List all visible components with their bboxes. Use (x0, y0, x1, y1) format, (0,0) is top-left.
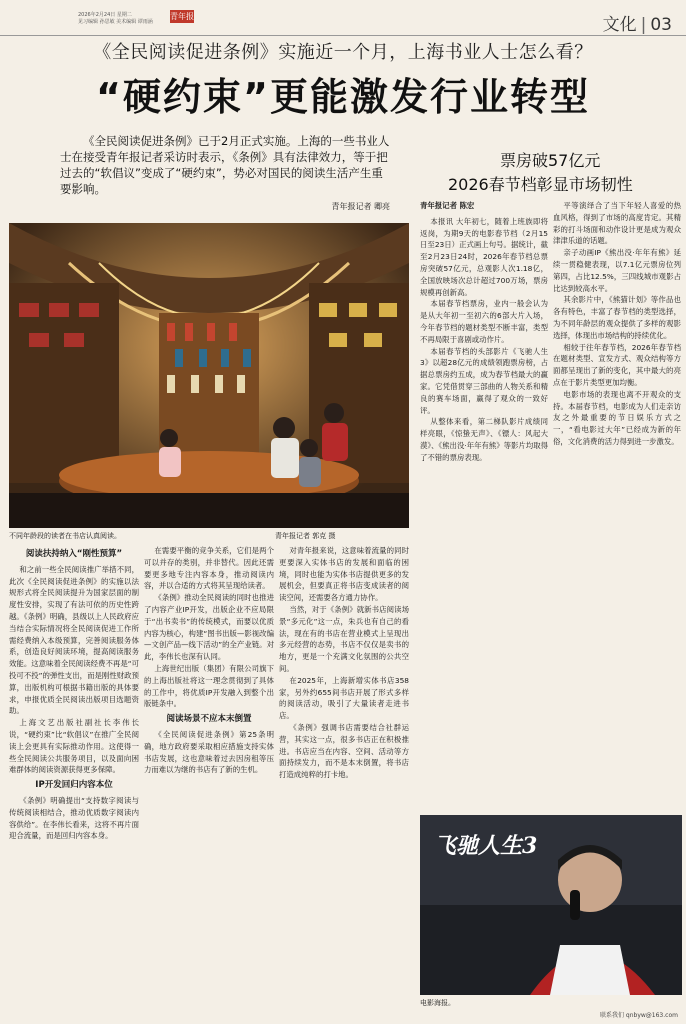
column-3-para-3: 在2025年，上海新增实体书店358家，另外约655间书店开展了形式多样的阅读活动，吸引了大量读者走进书店。 (279, 675, 409, 721)
column-4-para-2: 本届春节档票房，业内一般会认为是从大年初一至初六的6部大片入场，今年春节档的题材类型不断丰富，类型不再局限于喜剧或动作片。 (420, 299, 548, 344)
column-1 (9, 545, 139, 1015)
column-2-para-3: 上海世纪出版（集团）有限公司旗下的上海出版社将这一理念贯彻到了具体的工作中，将优质IP开发融入到整个出版链条中。 (144, 663, 274, 709)
right-story-title: 票房破57亿元 (500, 151, 601, 170)
section-label (603, 10, 672, 35)
column-1-para-1: 和之前一些全民阅读推广举措不同，此次《全民阅读促进条例》的实施以法规形式将全民阅读提升为国家层面的制度性安排，实现了有法可依的历史性跨越。《条例》明确，县级以上人民政府应当结合实际情况将全民阅读促进工作所需经费纳入本级预算，完善阅读服务体系，创造良好阅读环境，提高阅读服务效能。这意味着全民阅读经费不再是“可投可不投”的弹性支出，而是刚性财政预算，出版机构可根据书籍出版的具体要求，申报优质全民阅读出版项目选题资助。 (9, 564, 139, 716)
column-5-para-5: 电影市场的表现也离不开观众的支持。本届春节档，电影成为人们走亲访友之外最重要的节日娱乐方式之一，“看电影过大年”已经成为新的年俗，文化消费的活力得到进一步激发。 (553, 389, 681, 446)
page-footer: 联系我们 qnbyw@163.com (600, 1012, 678, 1019)
column-1-para-3: 《条例》明确提出“支持数字阅读与传统阅读相结合，推动优质数字阅读内容供给”。在李伟长看来，这将不再片面迎合流量，而是回归内容本身。 (9, 795, 139, 841)
column-4-para-1: 本报讯 大年初七，随着上班族即将返岗，为期9天的电影春节档（2月15日至23日）正式画上句号。据统计，截至2月23日24时，2026年春节档总票房突破57亿元，总观影人次1.18亿，全国放映场次总计超过700万场，票房规模再创新高。 (420, 216, 548, 297)
column-4-para-3: 本届春节档的头部影片《飞驰人生3》以超28亿元的成绩领跑票房榜，占据总票房约五成，成为春节档最大的赢家。它凭借贯穿三部曲的人物关系和精良的赛车场面，赢得了观众的一致好评。 (420, 346, 548, 415)
movie-poster (420, 815, 682, 995)
bookstore-photo (9, 223, 409, 528)
lead-paragraph (60, 133, 390, 215)
article-headline: “硬约束”更能激发行业转型 (96, 75, 590, 119)
column-4 (420, 200, 548, 812)
column-5-para-2: 亲子动画IP《熊出没·年年有熊》延续一贯稳健表现，以7.1亿元票房位列第四，占比12.5%，三四线城市观影占比达到较高水平。 (553, 248, 681, 293)
column-3-para-2: 当然，对于《条例》就新书店阅读场景“多元化”这一点，朱兵也有自己的看法，现在有的书店在营业模式上呈现出多元经营的态势，书店不仅仅是卖书的地方，更是一个充满文化氛围的公共空间。 (279, 604, 409, 673)
issue-date: 2026年2月24日 星期二 (78, 12, 132, 18)
column-2 (144, 545, 274, 1015)
bookstore-illustration (9, 223, 409, 528)
subheading-ip: IP开发回归内容本位 (35, 780, 113, 791)
right-story-subtitle: 2026春节档彰显市场韧性 (448, 175, 633, 194)
section-name: 文化 (602, 15, 637, 35)
column-4-para-4: 从整体来看，第二梯队影片成绩同样亮眼，《惊蛰无声》、《镖人：风起大漠》、《熊出没·年年有熊》等影片均取得了不错的票房表现。 (420, 417, 548, 462)
column-2-para-4: 《全民阅读促进条例》第25条明确，地方政府要采取相应措施支持实体书店发展，这也意味着过去因房租等压力而难以为继的书店有了新的生机。 (144, 729, 274, 775)
lead-text: 《全民阅读促进条例》已于2月正式实施。上海的一些书业人士在接受青年报记者采访时表示，《条例》具有法律效力，等于把过去的“软倡议”变成了“硬约束”，势必对国民的阅读生活产生重要影响。 (60, 134, 390, 196)
poster-caption: 电影海报。 (420, 999, 455, 1007)
lead-byline: 青年报记者 卿亮 (331, 202, 390, 211)
column-3-para-1: 对青年报来说，这意味着流量的同时更要深入实体书店的发展和面临的困境，同时也能为实体书店提供更多的发展机会，但要真正将书店变成读者的阅读空间，还需要各方通力协作。 (279, 546, 409, 603)
newspaper-logo: 青年报 (170, 12, 194, 21)
column-5-para-3: 其余影片中，《熊猫计划》等作品也各有特色，丰富了春节档的类型选择，为不同年龄层的观众提供了多样的观影选择，体现出市场结构的持续优化。 (553, 295, 681, 340)
page-number: 03 (650, 15, 672, 35)
photo-caption: 不同年龄段的读者在书店认真阅读。 (9, 532, 121, 540)
column-5 (553, 200, 681, 812)
column-5-para-1: 平等演绎合了当下年轻人喜爱的热血风格，得到了市场的高度肯定。其精彩的打斗场面和动作设计更是成为观众津津乐道的话题。 (553, 201, 681, 246)
column-3-para-4: 《条例》强调书店需要结合社群运营，其实这一点，很多书店正在积极推进。书店应当在内容、空间、活动等方面持续发力，而不是本末倒置，将书店打造成纯粹的打卡地。 (279, 722, 409, 780)
section-divider: | (640, 15, 647, 35)
photo-credit: 青年报记者 郭克 摄 (275, 532, 336, 540)
column-3 (279, 545, 409, 1015)
column-5-para-4: 相较于往年春节档，2026年春节档在题材类型、宣发方式、观众结构等方面都呈现出了新的变化，其中最大的亮点在于影片类型更加均衡。 (553, 342, 681, 387)
column-1-para-2: 上海文艺出版社副社长李伟长说，“硬约束”比“软倡议”在推广全民阅读上会更具有实际推动作用。这使得一些全民阅读公共服务项目，以及面向困难群体的阅读资源获得更多保障。 (9, 718, 139, 775)
right-story-byline: 青年报记者 陈宏 (420, 201, 475, 210)
subheading-budget: 阅读扶持纳入“刚性预算” (25, 549, 123, 559)
article-kicker: 《全民阅读促进条例》实施近一个月，上海书业人士怎么看？ (93, 42, 593, 63)
editor-credits: 见习编辑 孙思敏 美术编辑 谭雨涵 (78, 19, 153, 25)
column-2-para-1: 在需要平衡的竞争关系，它们是两个可以并存的类别，并非替代。因此还需要更多地专注内容本身，推动阅读内容，并以合适的方式将其呈现给读者。 (144, 546, 274, 591)
column-2-para-2: 《条例》推动全民阅读的同时也推进了内容产业IP开发，出版企业不应局限于“出书卖书”的传统模式，而要以优质内容为核心，构建“图书出版—影视改编—文创产品—线下活动”的全产业链。对此，李伟长也深有认同。 (144, 593, 274, 662)
subheading-scene: 阅读场景不应本末倒置 (166, 714, 252, 725)
poster-title: 飞驰人生3 (434, 833, 538, 859)
masthead-meta (78, 12, 168, 26)
masthead (0, 0, 686, 36)
